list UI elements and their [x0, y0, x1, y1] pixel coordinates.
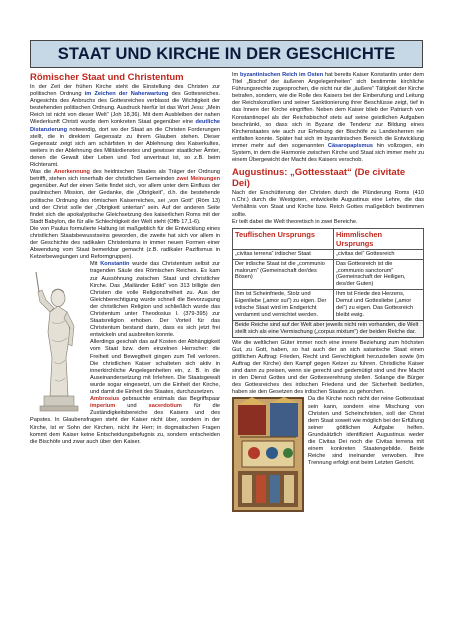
right-column	[232, 72, 424, 513]
text: hat bereits Kaiser Konstantin unter dem Titel „Bischof der äußeren Angelegenheiten“ sich bestimmte kirchliche Führungsrechte zugesprochen, die nicht nur die „äußere“ Tätigkeit der Kirche betrafen, sondern, wie die Rolle des Kaisers bei der Einberufung und Leitung der Reichskonzilien und seiner Sanktionierung ihrer Beschlüsse zeigt, tief in das Innere der Kirche eingriffen. Neben dem Kaiser blieb der Patriarch von Konstantinopel als der Reichsbischof stets auf seine geistlichen Aufgaben beschränkt, so dass sich in Byzanz die Tendenz zur Bildung eines Kirchenstaates wie auch zur Erhebung der Bischöfe zu Landesherren nie entfalten konnte. Später hat sich im byzantinischen Bereich die Entwicklung immer mehr auf den sogenannten	[232, 72, 424, 149]
table-header-right: Himmlischen Ursprungs	[334, 228, 424, 249]
emphasis: imperium	[90, 403, 116, 410]
table-row	[233, 320, 424, 337]
table-header-left: Teuflischen Ursprungs	[233, 228, 334, 249]
table-cell: Ihm ist Friede des Herzens, Demut und Gottesliebe („amor dei“) zu eigen. Das Gottesreich bleibt ewig.	[334, 290, 424, 321]
paragraph: Da die Kirche noch nicht der reine Gottesstaat sein kann, sondern eine Mischung von Christen und Scheinchristen, soll der Christ dem Staat soweit wie möglich bei der Erfüllung seiner göttlichen Aufgabe helfen. Grundsätzlich identifiziert Augustinus weder die Civitas Dei noch die Civitas terrena mit einem konkreten Staatengebilde. Beide Reiche sind ineinander verwoben. Ihre Trennung erfolgt erst beim Letzten Gericht.	[308, 396, 424, 467]
emphasis: im Zeichen der Naherwartung	[84, 91, 169, 98]
left-column	[30, 72, 220, 446]
paragraph: Nach der Erschütterung der Christen durch die Plünderung Roms (410 n.Chr.) durch die Westgoten, entwickelte Augustinus eine Lehre, die das Verhältnis von Staat und Kirche bzw. Reich Gottes maßgeblich bestimmen sollte.	[232, 190, 424, 218]
statue-illustration	[30, 262, 86, 412]
emphasis: sacerdotium	[148, 403, 182, 410]
title-banner	[30, 40, 423, 68]
emphasis: Ambrosius	[90, 396, 120, 403]
text: Allerdings geschah das auf Kosten der Abhängigkeit vom Staat bzw. dem einzelnen Herrscher: die Freiheit und Bewegtheit gingen zum Teil verloren. Die christlichen Kaiser schalteten sich aktiv in innerkirchliche Angelegenheiten ein, z. B. in die Auseinandersetzung mit Irrlehren. Die Staatsgewalt wurde sogar eingesetzt, um die Einheit der Kirche, und damit die Einheit des Staates, durchzusetzen.	[90, 339, 220, 396]
emphasis: Anerkennung	[53, 169, 90, 176]
emphasis: byzantinischen Reich im Osten	[239, 72, 324, 78]
paragraph	[232, 72, 424, 164]
text: des Gottesreiches. Angesichts des Anbruchs des Gottesreiches verblasst die Wichtigkeit der bestehenden politischen Ordnung. Ausdruck hierfür ist das Wort Jesu: „Mein Reich ist nicht von dieser Welt“ (Joh 18,36). Mit dem Ausbleiben der nahen Wiederkunft Christi wurde dem konkreten Staat gegenüber eine	[30, 91, 220, 126]
text: des heidnischen Staates als Träger der Ordnung betrifft, stehen sich innerhalb der christlichen Gemeinden	[30, 169, 220, 183]
table-cell: Der irdische Staat ist die „communio malorum“ (Gemeinschaft der/des Bösen)	[233, 259, 334, 290]
paragraph	[30, 169, 220, 226]
table-row	[233, 290, 424, 321]
table-cell: „civitas dei“ Gottesreich	[334, 249, 424, 259]
text: Im	[232, 72, 240, 78]
text: wurde das Christentum selbst zur tragenden Säule des Römischen Reiches. Es kam zur Aussöhnung zwischen Staat und christlicher Kirche. Das „Mailänder Edikt“ von 313 billigte den Christen die volle Religionsfreiheit zu. Aus der Gleichberechtigung wurde schnell die Bevorzugung der christlichen Religion und schließlich wurde das Christentum unter Theodosius I. (379-395) zur Staatsreligion erhoben. Der Vorteil für das Christentum bestand darin, dass es sich jetzt frei entwickeln und ausbreiten konnte.	[90, 261, 221, 339]
emphasis: Konstantin	[100, 261, 130, 268]
section-heading-roman-state: Römischer Staat und Christentum	[30, 72, 184, 83]
text: Die von Paulus formulierte Haltung ist maßgeblich für die Entwicklung eines christlichen Staatsbewusstseins geworden, die zweite hat sich vor allem in der Geschichte des radikalen Christentums in immer neuen Formen einer Abwendung vom Staat bemerkbar gemacht (z.B. radikaler Pazifismus in Ketzerbewegungen und Reformgruppen).	[30, 225, 220, 261]
table-cell: „civitas terrena“ irdischer Staat	[233, 249, 334, 259]
table-header-row	[233, 228, 424, 249]
text: und	[115, 403, 149, 410]
text: Mit	[90, 261, 101, 268]
medieval-city-mosaic-image	[232, 397, 304, 512]
text: gebrauchte erstmals das Begriffspaar	[119, 396, 220, 403]
table-row	[233, 259, 424, 290]
emphasis: Cäsaropapismus	[327, 142, 373, 149]
text: Was die	[30, 169, 54, 176]
paragraph	[30, 226, 220, 261]
paragraph: Er teilt dabei die Welt theoretisch in zwei Bereiche.	[232, 218, 358, 225]
table-cell: Das Gottesreich ist die „communio sanctorum“ (Gemeinschaft der Heiligen, des/der Guten)	[334, 259, 424, 290]
text: notwendig, dort wo der Staat an die Christen Forderungen stellt, die in direktem Gegensatz zu ihrem Glauben stehen. Dieser Gegensatz zeigt sich am schärfsten in der Ablehnung des Kaiserkultes, weiters in der Ablehnung des Militärdienstes und gewisser staatlicher Ämter, denen die Gewalt über Leben und Tod anvertraut ist, so z.B. beim Richteramt.	[30, 126, 220, 169]
table-cell-full: Beide Reiche sind auf der Welt aber jeweils nicht rein vorhanden, die Welt stellt sich als eine Vermischung („corpus mixtum“) der beiden Reiche dar.	[233, 320, 424, 337]
paragraph: Wie die weltlichen Güter immer noch eine innere Beziehung zum höchsten Gut, zu Gott, haben, so hat auch der an sich satanische Staat einen göttlichen Auftrag: Frieden, Recht und Gerechtigkeit herzustellen sowie (im Auftrag der Kirche) den Kampf gegen Ketzer zu führen. Christliche Kaiser sind dann zu preisen, wenn sie gerecht und gedemütigt sind und ihre Macht in den Dienst Gottes und der Gottesverehrung stellen. Solange die Bürger des Gottesreiches des irdischen Friedens und der Sicherheit bedürfen, haben sie den Gesetzen des irdischen Staates zu gehorchen.	[232, 339, 424, 396]
section-heading-augustinus: Augustinus: „Gottesstaat“ (De civitate Dei)	[232, 167, 406, 190]
paragraph	[30, 84, 220, 169]
text: hin vollzogen, ein System, in dem die Harmonie zwischen Kirche und Staat sich immer mehr zu einem Übergewicht der Macht des Kaisers verschob.	[232, 142, 424, 164]
table-cell: Ihm ist Scheinfriede, Stolz und Eigenliebe („amor sui“) zu eigen. Der irdische Staat wird im Endgericht verdammt und vernichtet werden.	[233, 290, 334, 321]
comparison-table	[232, 228, 424, 338]
emperor-statue-image	[30, 262, 86, 412]
table-row	[233, 249, 424, 259]
text: gegenüber. Auf der einen Seite findet sich, vor allem unter dem Einfluss der paulinischen Mission, der Gedanke, die „Obrigkeit“, d.h. die bestehende politische Ordnung des römischen Kaiserreiches, sei „von Gott“ (Röm 13) und der Christ solle der „Obrigkeit untertan“ sein. Auf der anderen Seite findet sich die apokalyptische Gleichsetzung des kaiserlichen Roms mit der Stadt Babylon, die für alle Schlechtigkeit der Welt steht (Offb 17,1-6).	[30, 183, 220, 225]
emphasis: deutliche Distanzierung	[30, 119, 220, 133]
text: für die Zuständigkeitsbereiche des Kaisers und des Papstes. In Glaubensfragen steht der Kaiser nicht über, sondern in der Kirche, ist er Sohn der Kirchen, nicht ihr Herr; in dogmatischen Fragen kommt dem Kaiser keine Entscheidungsbefugnis zu, sondern entscheiden die Bischöfe und zwar auch über den Kaiser.	[30, 403, 220, 445]
text: In der Zeit der frühen Kirche steht die Einstellung des Christen zur politischen Ordnung	[30, 84, 220, 98]
page-title: STAAT UND KIRCHE IN DER GESCHICHTE	[57, 44, 396, 63]
emphasis: zwei Meinungen	[176, 176, 220, 183]
mosaic-illustration	[232, 397, 304, 512]
